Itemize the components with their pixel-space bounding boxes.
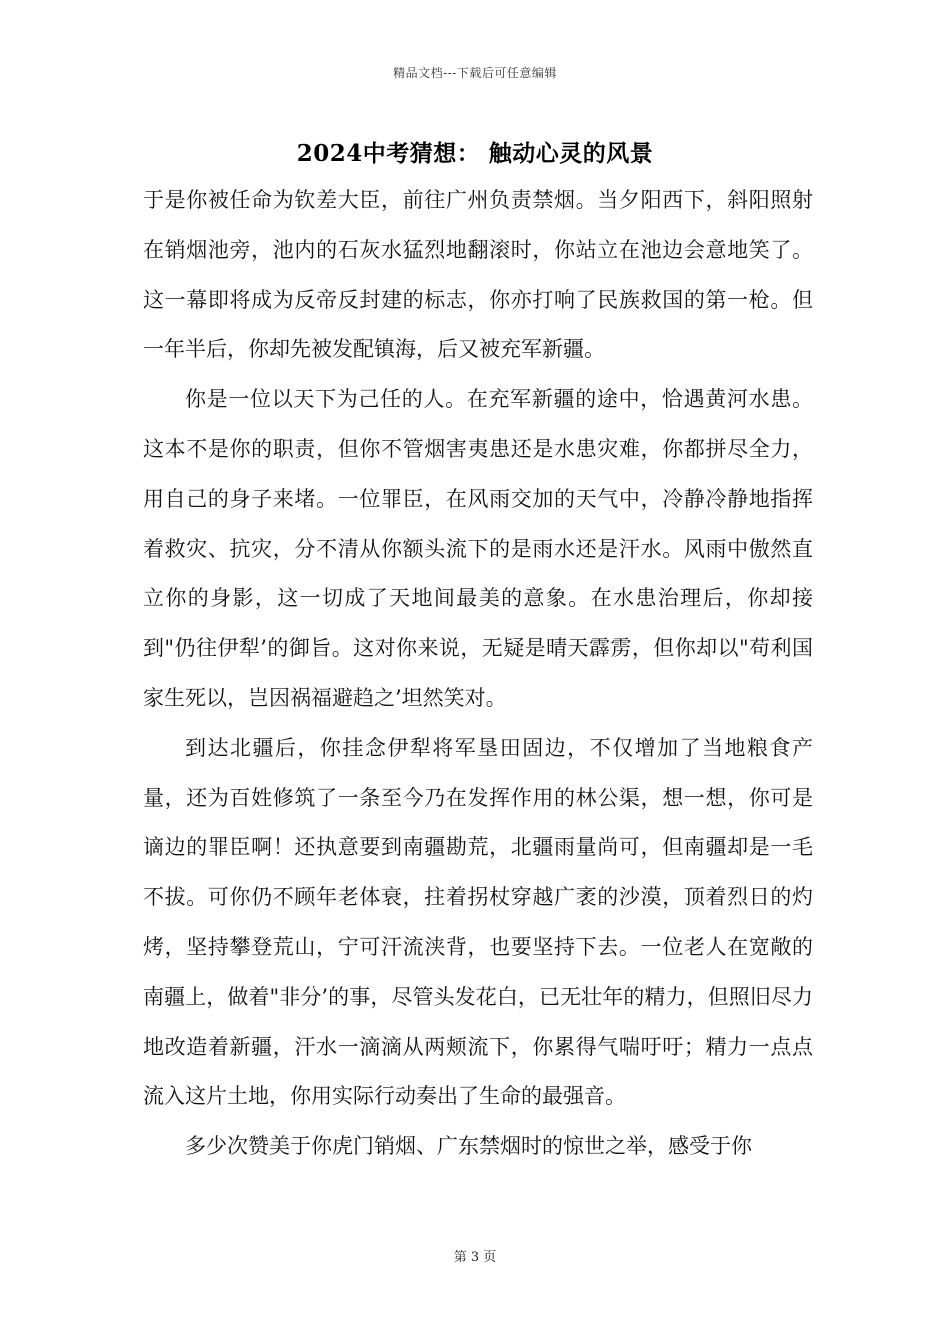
paragraph-4: 多少次赞美于你虎门销烟、广东禁烟时的惊世之举，感受于你 — [185, 1134, 752, 1159]
paragraph-3: 到达北疆后，你挂念伊犁将军垦田固边，不仅增加了当地粮食产量，还为百姓修筑了一条至今乃在发挥作用的林公渠，想一想，你可是谪边的罪臣啊！还执意要到南疆勘荒，北疆雨量尚可，但南疆却是一毛不拔。可你仍不顾年老体衰，拄着拐杖穿越广袤的沙漠，顶着烈日的灼烤，坚持攀登荒山，宁可汗流浃背，也要坚持下去。一位老人在宽敞的南疆上，做着"非分’的事，尽管头发花白，已无壮年的精力，但照旧尽力地改造着新疆，汗水一滴滴从两颊流下，你累得气喘吁吁；精力一点点流入这片土地，你用实际行动奏出了生命的最强音。 — [143, 735, 813, 1109]
page-footer — [0, 1246, 950, 1265]
paragraph-1: 于是你被任命为钦差大臣，前往广州负责禁烟。当夕阳西下，斜阳照射在销烟池旁，池内的石灰水猛烈地翻滚时，你站立在池边会意地笑了。这一幕即将成为反帝反封建的标志，你亦打响了民族救国的第一枪。但一年半后，你却先被发配镇海，后又被充军新疆。 — [143, 188, 813, 362]
document-title: 2024中考猜想： 触动心灵的风景 — [296, 140, 654, 167]
page-label-suffix: 页 — [483, 1250, 497, 1265]
page-header: 精品文档---下载后可任意编辑 — [393, 66, 557, 80]
document-body — [143, 176, 813, 1172]
paragraph-2: 你是一位以天下为己任的人。在充军新疆的途中，恰遇黄河水患。这本不是你的职责，但你不管烟害夷患还是水患灾难，你都拼尽全力，用自己的身子来堵。一位罪臣，在风雨交加的天气中，冷静冷静地指挥着救灾、抗灾，分不清从你额头流下的是雨水还是汗水。风雨中傲然直立你的身影，这一切成了天地间最美的意象。在水患治理后，你却接到"仍往伊犁’的御旨。这对你来说，无疑是晴天霹雳，但你却以"苟利国家生死以，岂因祸福避趋之’坦然笑对。 — [143, 387, 813, 710]
page-label-prefix: 第 — [453, 1250, 467, 1265]
page-number: 3 — [470, 1250, 480, 1265]
